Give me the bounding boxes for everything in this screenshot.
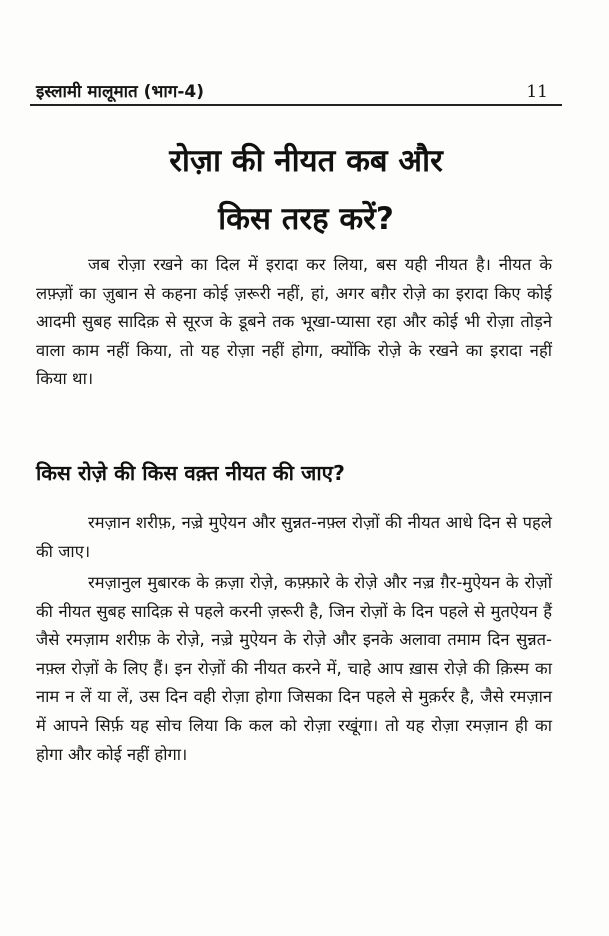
chapter-title <box>40 132 572 248</box>
section-heading: किस रोज़े की किस वक़्त नीयत की जाए? <box>36 461 345 485</box>
paragraph-niyat-intro: जब रोज़ा रखने का दिल में इरादा कर लिया, बस यही नीयत है। नीयत के लफ़्ज़ों का ज़ुबान से कहना कोई ज़रूरी नहीं, हां, अगर बग़ैर रोज़े का इरादा किए कोई आदमी सुबह सादिक़ से सूरज के डूबने तक भूखा-प्यासा रहा और कोई भी रोज़ा तोड़ने वाला काम नहीं किया, तो यह रोज़ा नहीं होगा, क्योंकि रोज़े के रखने का इरादा नहीं किया था। <box>36 255 552 389</box>
running-header <box>36 74 552 102</box>
paragraph-qaza-niyat: रमज़ानुल मुबारक के क़ज़ा रोज़े, कफ़्फ़ारे के रोज़े और नज़्र ग़ैर-मुऐयन के रोज़ों की नीयत सुबह सादिक़ से पहले करनी ज़रूरी है, जिन रोज़ों के दिन पहले से मुतऐयन हैं जैसे रमज़ाम शरीफ़ के रोज़े, नज़्रे मुऐयन के रोज़े और इनके अलावा तमाम दिन सुन्नत-नफ़्ल रोज़ों के लिए हैं। इन रोज़ों की नीयत करने में, चाहे आप ख़ास रोज़े की क़िस्म का नाम न लें या लें, उस दिन वही रोज़ा होगा जिसका दिन पहले से मुक़र्रर है, जैसे रमज़ान में आपने सिर्फ़ यह सोच लिया कि कल को रोज़ा रखूंगा। तो यह रोज़ा रमज़ान ही का होगा और कोई नहीं होगा। <box>36 573 552 764</box>
chapter-title-line-1: रोज़ा की नीयत कब और <box>169 143 443 179</box>
chapter-title-line-2: किस तरह करें? <box>218 201 394 237</box>
page-number: 11 <box>526 82 548 102</box>
book-title: इस्लामी मालूमात (भाग-4) <box>36 82 204 102</box>
paragraph-ramzan-niyat: रमज़ान शरीफ़, नज़्रे मुऐयन और सुन्नत-नफ़्ल रोज़ों की नीयत आधे दिन से पहले की जाए। <box>36 513 552 561</box>
header-divider <box>30 104 562 106</box>
